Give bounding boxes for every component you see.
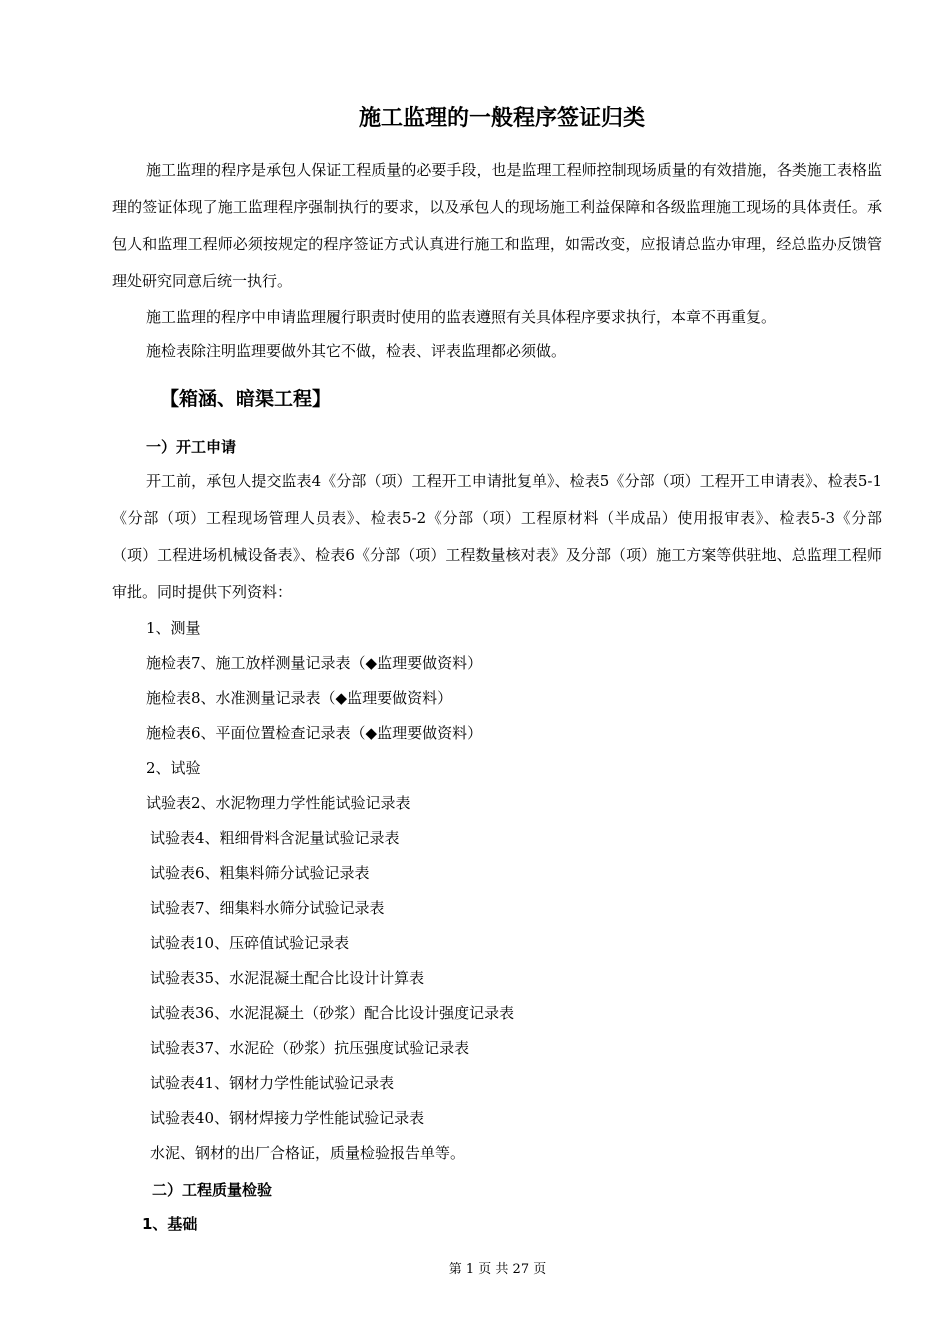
subsection-item-foundation: 1、基础 xyxy=(142,1215,198,1233)
list-item: 试验表6、粗集料筛分试验记录表 xyxy=(150,864,370,882)
section-heading: 【箱涵、暗渠工程】 xyxy=(160,388,332,410)
subsection-heading-quality-inspection: 二）工程质量检验 xyxy=(152,1181,273,1199)
intro-paragraph-3: 施检表除注明监理要做外其它不做，检表、评表监理都必须做。 xyxy=(146,342,567,360)
intro-paragraph-1: 施工监理的程序是承包人保证工程质量的必要手段，也是监理工程师控制现场质量的有效措施，各类施工表格监理的签证体现了施工监理程序强制执行的要求，以及承包人的现场施工利益保障和各级监理施工现场的具体责任。承包人和监理工程师必须按规定的程序签证方式认真进行施工和监理，如需改变，应报请总监办审理，经总监办反馈管理处研究同意后统一执行。 xyxy=(112,161,882,290)
list-item: 试验表10、压碎值试验记录表 xyxy=(150,934,350,952)
list-item: 水泥、钢材的出厂合格证，质量检验报告单等。 xyxy=(150,1144,466,1162)
start-application-paragraph: 开工前，承包人提交监表4《分部（项）工程开工申请批复单》、检表5《分部（项）工程开工申请表》、检表5-1《分部（项）工程现场管理人员表》、检表5-2《分部（项）工程原材料（半成品）使用报审表》、检表5-3《分部（项）工程进场机械设备表》、检表6《分部（项）工程数量核对表》及分部（项）施工方案等供驻地、总监理工程师审批。同时提供下列资料： xyxy=(112,472,882,601)
list-item: 试验表7、细集料水筛分试验记录表 xyxy=(150,899,385,917)
list-item: 试验表4、粗细骨料含泥量试验记录表 xyxy=(150,829,400,847)
list-item: 试验表40、钢材焊接力学性能试验记录表 xyxy=(150,1109,425,1127)
subsection-heading-start-application: 一）开工申请 xyxy=(146,438,237,456)
list-item: 2、试验 xyxy=(146,759,201,777)
list-item: 施检表7、施工放样测量记录表（◆监理要做资料） xyxy=(146,654,483,672)
document-title: 施工监理的一般程序签证归类 xyxy=(358,106,645,131)
list-item: 1、测量 xyxy=(146,619,201,637)
page-number-footer: 第 1 页 共 27 页 xyxy=(448,1262,547,1277)
list-item: 试验表37、水泥砼（砂浆）抗压强度试验记录表 xyxy=(150,1039,470,1057)
list-item: 试验表2、水泥物理力学性能试验记录表 xyxy=(146,794,411,812)
list-item: 试验表35、水泥混凝土配合比设计计算表 xyxy=(150,969,425,987)
list-item: 试验表41、钢材力学性能试验记录表 xyxy=(150,1074,395,1092)
intro-paragraph-2: 施工监理的程序中申请监理履行职责时使用的监表遵照有关具体程序要求执行，本章不再重复。 xyxy=(146,308,777,326)
list-item: 施检表8、水准测量记录表（◆监理要做资料） xyxy=(146,689,453,707)
list-item: 试验表36、水泥混凝土（砂浆）配合比设计强度记录表 xyxy=(150,1004,515,1022)
list-item: 施检表6、平面位置检查记录表（◆监理要做资料） xyxy=(146,724,483,742)
